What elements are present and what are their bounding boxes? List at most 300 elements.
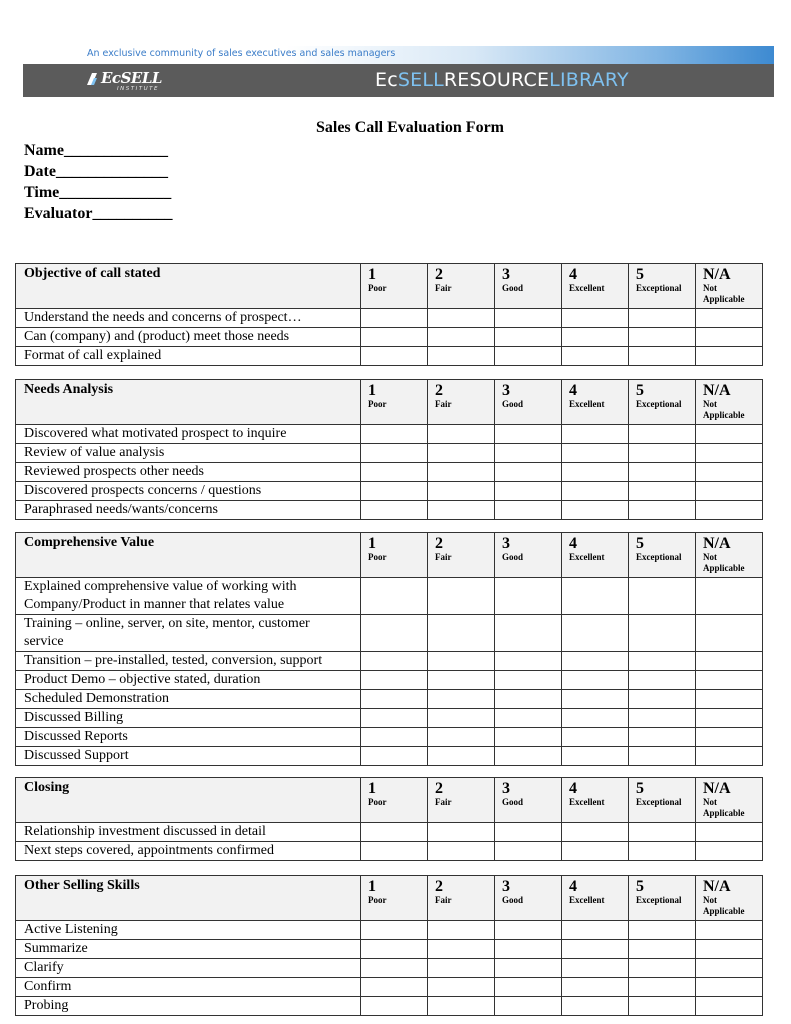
rating-cell[interactable] (629, 463, 696, 482)
rating-cell[interactable] (629, 652, 696, 671)
rating-cell[interactable] (696, 444, 763, 463)
rating-cell[interactable] (361, 823, 428, 842)
rating-label: Exceptional (636, 797, 682, 807)
rating-cell[interactable] (629, 747, 696, 766)
rating-label: Poor (368, 283, 387, 293)
rating-cell[interactable] (562, 671, 629, 690)
rating-number: 3 (502, 382, 510, 399)
rating-number: 1 (368, 266, 376, 283)
rating-cell[interactable] (696, 578, 763, 615)
rating-number: 4 (569, 382, 577, 399)
rating-cell[interactable] (361, 578, 428, 615)
rating-cell[interactable] (428, 940, 495, 959)
rating-cell[interactable] (361, 728, 428, 747)
criteria-row (16, 997, 763, 1016)
rating-cell[interactable] (361, 309, 428, 328)
rating-label: Excellent (569, 895, 605, 905)
criteria-row (16, 328, 763, 347)
rating-number: 1 (368, 535, 376, 552)
rating-number: 5 (636, 535, 644, 552)
criteria-label: Understand the needs and concerns of prospect… (16, 309, 361, 328)
rating-cell[interactable] (428, 842, 495, 861)
rating-header (428, 778, 495, 823)
rating-cell[interactable] (562, 709, 629, 728)
rating-number: 4 (569, 535, 577, 552)
rating-label: Fair (435, 797, 452, 807)
criteria-label: Format of call explained (16, 347, 361, 366)
rating-cell[interactable] (428, 690, 495, 709)
rating-cell[interactable] (495, 690, 562, 709)
rating-cell[interactable] (495, 997, 562, 1016)
rating-cell[interactable] (495, 578, 562, 615)
criteria-row (16, 959, 763, 978)
rating-header (495, 264, 562, 309)
rating-number: 1 (368, 878, 376, 895)
criteria-row (16, 978, 763, 997)
rating-cell[interactable] (696, 921, 763, 940)
rating-cell[interactable] (629, 921, 696, 940)
rating-number: 2 (435, 780, 443, 797)
criteria-row (16, 728, 763, 747)
rating-cell[interactable] (361, 482, 428, 501)
rating-cell[interactable] (428, 482, 495, 501)
rating-cell[interactable] (495, 482, 562, 501)
rating-cell[interactable] (361, 940, 428, 959)
criteria-label: Discussed Billing (16, 709, 361, 728)
section-title: Closing (16, 778, 361, 823)
rating-cell[interactable] (428, 728, 495, 747)
rating-cell[interactable] (495, 309, 562, 328)
criteria-row (16, 578, 763, 615)
rating-number: N/A (703, 780, 731, 797)
rating-cell[interactable] (495, 425, 562, 444)
rating-cell[interactable] (428, 652, 495, 671)
rating-number: 1 (368, 780, 376, 797)
rating-cell[interactable] (361, 747, 428, 766)
rating-cell[interactable] (562, 842, 629, 861)
rating-label: Poor (368, 399, 387, 409)
rating-cell[interactable] (495, 921, 562, 940)
rating-cell[interactable] (361, 615, 428, 652)
criteria-label: Relationship investment discussed in detail (16, 823, 361, 842)
evaluator-field: Evaluator__________ (24, 205, 173, 222)
rating-cell[interactable] (696, 823, 763, 842)
rating-cell[interactable] (428, 501, 495, 520)
rating-cell[interactable] (629, 578, 696, 615)
rating-cell[interactable] (428, 747, 495, 766)
rating-cell[interactable] (696, 709, 763, 728)
section-title: Needs Analysis (16, 380, 361, 425)
rating-label: Fair (435, 399, 452, 409)
rating-number: 4 (569, 780, 577, 797)
rating-cell[interactable] (696, 425, 763, 444)
criteria-row (16, 690, 763, 709)
rating-cell[interactable] (428, 578, 495, 615)
rating-label: Poor (368, 797, 387, 807)
criteria-row (16, 671, 763, 690)
criteria-label: Discovered what motivated prospect to inquire (16, 425, 361, 444)
rating-cell[interactable] (696, 482, 763, 501)
rating-cell[interactable] (361, 997, 428, 1016)
rating-cell[interactable] (428, 444, 495, 463)
criteria-label: Reviewed prospects other needs (16, 463, 361, 482)
rating-cell[interactable] (361, 463, 428, 482)
rating-cell[interactable] (629, 482, 696, 501)
section-table (15, 263, 763, 366)
rating-cell[interactable] (696, 463, 763, 482)
rating-header (696, 380, 763, 425)
rating-number: 3 (502, 780, 510, 797)
section-table (15, 379, 763, 520)
rating-header (629, 533, 696, 578)
rating-label: Poor (368, 552, 387, 562)
rating-cell[interactable] (495, 444, 562, 463)
rating-label: Exceptional (636, 895, 682, 905)
rating-label: Not Applicable (703, 797, 745, 818)
rating-label: Fair (435, 283, 452, 293)
rating-label: Excellent (569, 399, 605, 409)
rating-header (562, 533, 629, 578)
rating-cell[interactable] (562, 578, 629, 615)
rating-number: 2 (435, 266, 443, 283)
section-header-row (16, 533, 763, 578)
rating-cell[interactable] (562, 501, 629, 520)
rating-cell[interactable] (629, 728, 696, 747)
criteria-row (16, 425, 763, 444)
rating-label: Not Applicable (703, 552, 745, 573)
rating-label: Poor (368, 895, 387, 905)
rating-header (428, 533, 495, 578)
rating-cell[interactable] (562, 940, 629, 959)
rating-label: Excellent (569, 283, 605, 293)
rating-cell[interactable] (361, 959, 428, 978)
rating-number: N/A (703, 382, 731, 399)
rating-number: N/A (703, 266, 731, 283)
library-title-accent: SELL (397, 69, 444, 91)
criteria-row (16, 940, 763, 959)
rating-label: Exceptional (636, 552, 682, 562)
rating-cell[interactable] (629, 959, 696, 978)
rating-header (361, 778, 428, 823)
rating-cell[interactable] (696, 728, 763, 747)
rating-header (562, 876, 629, 921)
criteria-label: Discussed Reports (16, 728, 361, 747)
rating-cell[interactable] (495, 940, 562, 959)
rating-cell[interactable] (495, 615, 562, 652)
criteria-row (16, 463, 763, 482)
rating-cell[interactable] (696, 747, 763, 766)
rating-label: Not Applicable (703, 895, 745, 916)
rating-cell[interactable] (562, 463, 629, 482)
rating-label: Excellent (569, 552, 605, 562)
rating-cell[interactable] (562, 425, 629, 444)
criteria-label: Clarify (16, 959, 361, 978)
rating-cell[interactable] (562, 747, 629, 766)
rating-cell[interactable] (629, 709, 696, 728)
rating-cell[interactable] (629, 671, 696, 690)
rating-cell[interactable] (428, 463, 495, 482)
rating-header (562, 264, 629, 309)
rating-label: Good (502, 797, 524, 807)
rating-number: 5 (636, 878, 644, 895)
header-banner (23, 64, 774, 97)
criteria-label: Confirm (16, 978, 361, 997)
rating-cell[interactable] (629, 328, 696, 347)
rating-cell[interactable] (696, 997, 763, 1016)
rating-cell[interactable] (696, 940, 763, 959)
rating-header (629, 380, 696, 425)
rating-cell[interactable] (562, 690, 629, 709)
name-field: Name_____________ (24, 142, 168, 159)
rating-cell[interactable] (629, 501, 696, 520)
criteria-label: Discovered prospects concerns / questions (16, 482, 361, 501)
rating-cell[interactable] (495, 747, 562, 766)
rating-cell[interactable] (495, 671, 562, 690)
library-title-rest: RESOURCE (443, 69, 550, 91)
rating-cell[interactable] (361, 690, 428, 709)
rating-header (428, 264, 495, 309)
rating-cell[interactable] (696, 690, 763, 709)
rating-header (629, 876, 696, 921)
criteria-row (16, 842, 763, 861)
criteria-label: Probing (16, 997, 361, 1016)
rating-cell[interactable] (562, 652, 629, 671)
rating-cell[interactable] (361, 842, 428, 861)
rating-number: 4 (569, 878, 577, 895)
rating-cell[interactable] (562, 347, 629, 366)
rating-number: 5 (636, 382, 644, 399)
rating-cell[interactable] (428, 347, 495, 366)
rating-cell[interactable] (696, 978, 763, 997)
rating-header (495, 876, 562, 921)
logo-name: EcSELL (101, 69, 162, 87)
criteria-row (16, 747, 763, 766)
rating-cell[interactable] (495, 842, 562, 861)
rating-cell[interactable] (361, 501, 428, 520)
criteria-row (16, 709, 763, 728)
section-header-row (16, 264, 763, 309)
rating-cell[interactable] (562, 615, 629, 652)
criteria-label: Transition – pre-installed, tested, conversion, support (16, 652, 361, 671)
criteria-label: Next steps covered, appointments confirmed (16, 842, 361, 861)
criteria-label: Summarize (16, 940, 361, 959)
rating-number: N/A (703, 878, 731, 895)
ecsell-logo (85, 70, 165, 92)
criteria-row (16, 652, 763, 671)
rating-cell[interactable] (629, 823, 696, 842)
rating-cell[interactable] (361, 652, 428, 671)
rating-cell[interactable] (562, 997, 629, 1016)
rating-number: N/A (703, 535, 731, 552)
rating-cell[interactable] (495, 347, 562, 366)
criteria-row (16, 482, 763, 501)
rating-cell[interactable] (696, 615, 763, 652)
resource-library-title (375, 69, 629, 91)
rating-cell[interactable] (495, 328, 562, 347)
criteria-label: Can (company) and (product) meet those needs (16, 328, 361, 347)
section-header-row (16, 876, 763, 921)
rating-cell[interactable] (361, 921, 428, 940)
tagline: An exclusive community of sales executives and sales managers (87, 48, 396, 59)
rating-label: Excellent (569, 797, 605, 807)
rating-cell[interactable] (562, 959, 629, 978)
rating-cell[interactable] (562, 978, 629, 997)
criteria-label: Training – online, server, on site, mentor, customer service (16, 615, 361, 652)
rating-header (495, 533, 562, 578)
rating-label: Not Applicable (703, 283, 745, 304)
rating-header (696, 876, 763, 921)
rating-header (428, 876, 495, 921)
criteria-row (16, 615, 763, 652)
section-table (15, 875, 763, 1016)
rating-cell[interactable] (428, 823, 495, 842)
rating-cell[interactable] (428, 921, 495, 940)
rating-cell[interactable] (361, 709, 428, 728)
rating-cell[interactable] (428, 978, 495, 997)
criteria-row (16, 309, 763, 328)
rating-label: Fair (435, 895, 452, 905)
rating-header (361, 533, 428, 578)
rating-cell[interactable] (696, 652, 763, 671)
criteria-row (16, 347, 763, 366)
rating-cell[interactable] (428, 959, 495, 978)
rating-cell[interactable] (361, 347, 428, 366)
rating-cell[interactable] (696, 347, 763, 366)
library-title-accent2: LIBRARY (549, 69, 629, 91)
section-header-row (16, 380, 763, 425)
rating-number: 2 (435, 535, 443, 552)
rating-cell[interactable] (428, 328, 495, 347)
criteria-label: Product Demo – objective stated, duration (16, 671, 361, 690)
rating-number: 3 (502, 535, 510, 552)
form-title: Sales Call Evaluation Form (315, 119, 504, 136)
rating-label: Exceptional (636, 283, 682, 293)
criteria-label: Review of value analysis (16, 444, 361, 463)
criteria-row (16, 444, 763, 463)
rating-cell[interactable] (428, 671, 495, 690)
time-field: Time______________ (24, 184, 172, 201)
rating-cell[interactable] (562, 328, 629, 347)
section-title: Other Selling Skills (16, 876, 361, 921)
rating-cell[interactable] (428, 309, 495, 328)
rating-header (696, 264, 763, 309)
rating-cell[interactable] (629, 444, 696, 463)
logo-subtitle: INSTITUTE (117, 86, 159, 92)
rating-number: 2 (435, 382, 443, 399)
rating-cell[interactable] (361, 978, 428, 997)
rating-cell[interactable] (629, 615, 696, 652)
rating-cell[interactable] (629, 978, 696, 997)
rating-header (562, 380, 629, 425)
rating-cell[interactable] (696, 671, 763, 690)
rating-header (361, 876, 428, 921)
criteria-label: Active Listening (16, 921, 361, 940)
rating-cell[interactable] (361, 328, 428, 347)
rating-cell[interactable] (562, 309, 629, 328)
rating-cell[interactable] (428, 709, 495, 728)
rating-header (428, 380, 495, 425)
rating-number: 3 (502, 878, 510, 895)
library-title-prefix: Ec (375, 69, 398, 91)
rating-cell[interactable] (495, 709, 562, 728)
rating-cell[interactable] (495, 463, 562, 482)
date-field: Date______________ (24, 163, 168, 180)
rating-cell[interactable] (495, 959, 562, 978)
rating-cell[interactable] (629, 940, 696, 959)
rating-cell[interactable] (361, 671, 428, 690)
rating-label: Not Applicable (703, 399, 745, 420)
section-table (15, 532, 763, 766)
rating-cell[interactable] (495, 652, 562, 671)
rating-cell[interactable] (629, 425, 696, 444)
rating-cell[interactable] (696, 501, 763, 520)
rating-label: Exceptional (636, 399, 682, 409)
rating-cell[interactable] (562, 482, 629, 501)
rating-cell[interactable] (428, 997, 495, 1016)
rating-header (495, 380, 562, 425)
form-fields (24, 140, 172, 224)
rating-number: 1 (368, 382, 376, 399)
rating-header (495, 778, 562, 823)
rating-label: Good (502, 283, 524, 293)
rating-number: 5 (636, 266, 644, 283)
rating-cell[interactable] (696, 309, 763, 328)
section-title: Comprehensive Value (16, 533, 361, 578)
criteria-label: Explained comprehensive value of working with Company/Product in manner that relates value (16, 578, 361, 615)
rating-cell[interactable] (495, 728, 562, 747)
rating-cell[interactable] (629, 347, 696, 366)
tagline-bar (23, 46, 774, 64)
rating-cell[interactable] (495, 501, 562, 520)
rating-header (361, 380, 428, 425)
rating-number: 4 (569, 266, 577, 283)
rating-label: Good (502, 399, 524, 409)
rating-cell[interactable] (629, 842, 696, 861)
rating-cell[interactable] (696, 959, 763, 978)
section-table (15, 777, 763, 861)
rating-label: Good (502, 895, 524, 905)
rating-cell[interactable] (696, 328, 763, 347)
criteria-label: Scheduled Demonstration (16, 690, 361, 709)
rating-cell[interactable] (629, 690, 696, 709)
rating-cell[interactable] (562, 728, 629, 747)
rating-number: 5 (636, 780, 644, 797)
rating-cell[interactable] (562, 823, 629, 842)
criteria-label: Paraphrased needs/wants/concerns (16, 501, 361, 520)
rating-cell[interactable] (428, 425, 495, 444)
rating-cell[interactable] (428, 615, 495, 652)
rating-number: 3 (502, 266, 510, 283)
rating-header (696, 778, 763, 823)
criteria-row (16, 921, 763, 940)
logo-mark-icon (85, 72, 99, 86)
rating-cell[interactable] (696, 842, 763, 861)
rating-cell[interactable] (629, 997, 696, 1016)
rating-cell[interactable] (495, 978, 562, 997)
criteria-row (16, 501, 763, 520)
rating-cell[interactable] (495, 823, 562, 842)
rating-header (562, 778, 629, 823)
rating-cell[interactable] (629, 309, 696, 328)
rating-cell[interactable] (361, 425, 428, 444)
rating-header (361, 264, 428, 309)
rating-header (629, 778, 696, 823)
rating-number: 2 (435, 878, 443, 895)
rating-cell[interactable] (562, 444, 629, 463)
rating-cell[interactable] (562, 921, 629, 940)
criteria-label: Discussed Support (16, 747, 361, 766)
rating-cell[interactable] (361, 444, 428, 463)
